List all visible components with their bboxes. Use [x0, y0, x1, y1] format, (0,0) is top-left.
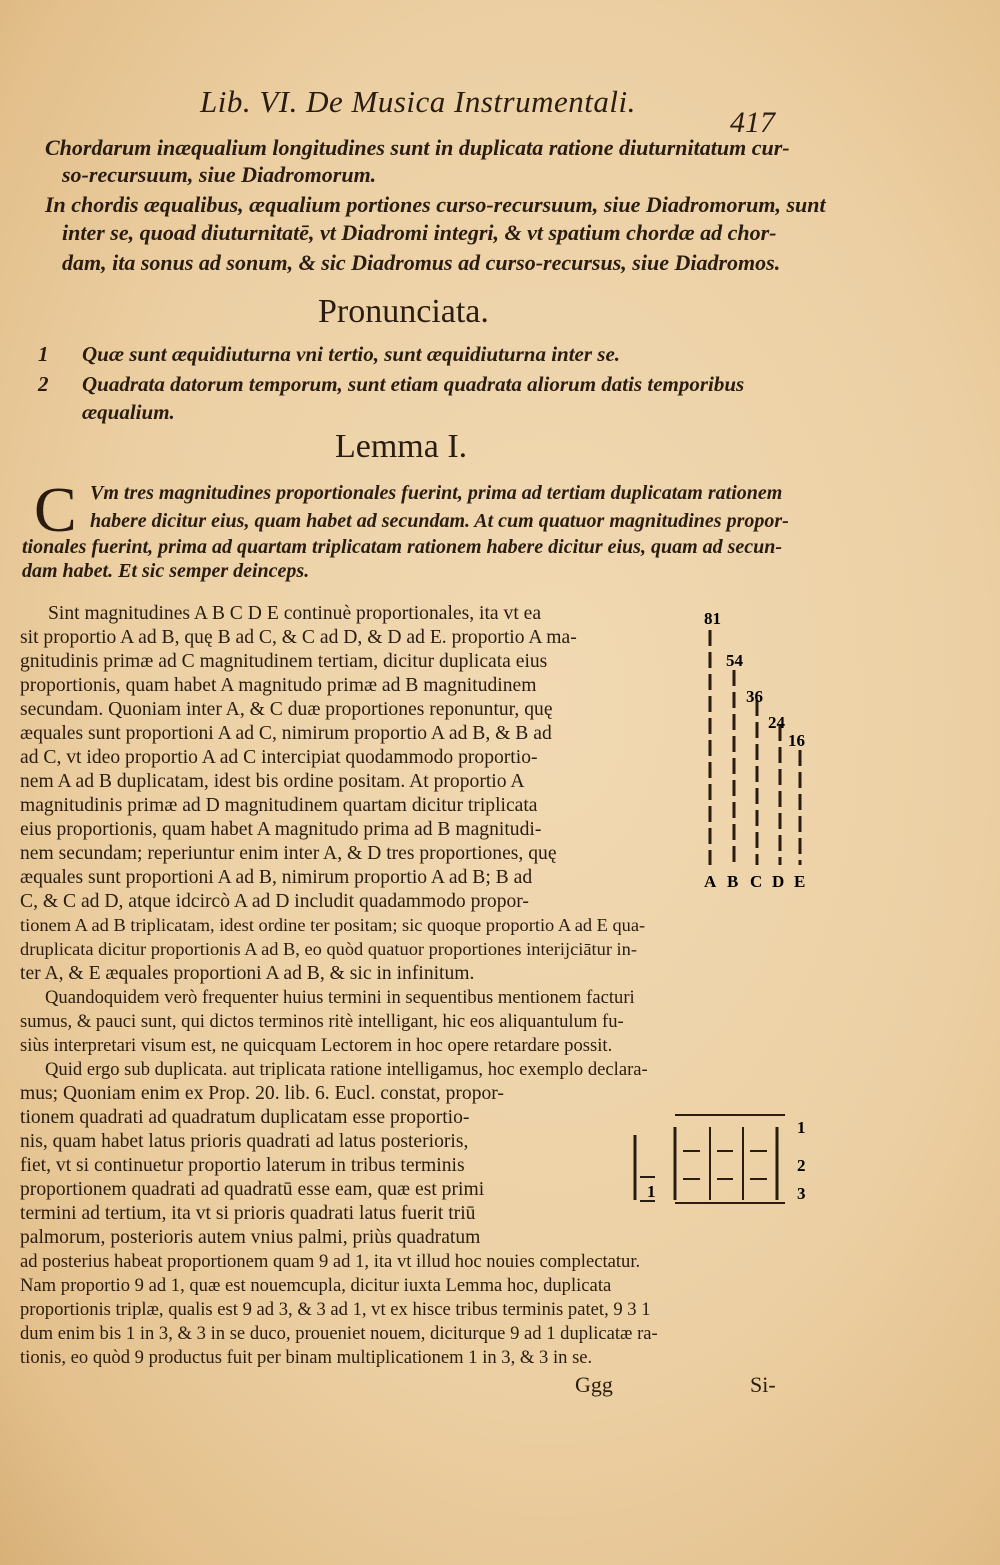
pronunciatum-number: 2: [38, 372, 49, 396]
body-line: Quid ergo sub duplicata. aut triplicata ratione intelligamus, hoc exemplo declara-: [45, 1059, 648, 1080]
letter-d: D: [772, 872, 785, 891]
body-line: mus; Quoniam enim ex Prop. 20. lib. 6. Eucl. constat, propor-: [20, 1083, 504, 1104]
pronunciatum-number: 1: [38, 342, 49, 366]
body-line: ter A, & E æquales proportioni A ad B, & sic in infinitum.: [20, 963, 475, 984]
body-line: siùs interpretari visum est, ne quicquam Lectorem in hoc opere retardare possit.: [20, 1035, 613, 1056]
definition-line: inter se, quoad diuturnitatē, vt Diadromi integri, & vt spatium chordæ ad chor-: [62, 220, 777, 245]
body-line: proportionis, quam habet A magnitudo primæ ad B magnitudinem: [20, 675, 537, 696]
body-line: tionem A ad B triplicatam, idest ordine ter positam; sic quoque proportio A ad E qua-: [20, 915, 646, 935]
body-line: nem A ad B duplicatam, idest bis ordine positam. At proportio A: [20, 771, 525, 792]
right-label-3: 3: [797, 1184, 806, 1203]
letter-c: C: [750, 872, 763, 891]
definition-line: Chordarum inæqualium longitudines sunt in duplicata ratione diuturnitatum cur-: [45, 135, 790, 160]
body-line: magnitudinis primæ ad D magnitudinem quartam dicitur triplicata: [20, 795, 538, 816]
pronunciatum-text: Quæ sunt æquidiuturna vni tertio, sunt æquidiuturna inter se.: [82, 342, 621, 366]
lemma-statement-line: tionales fuerint, prima ad quartam triplicatam rationem habere dicitur eius, quam ad secun-: [22, 536, 783, 558]
body-line: druplicata dicitur proportionis A ad B, eo quòd quatuor proportiones interijciātur in-: [20, 939, 637, 959]
body-line: sit proportio A ad B, quę B ad C, & C ad D, & D ad E. proportio A ma-: [20, 627, 577, 648]
lemma-title: Lemma I.: [335, 428, 468, 465]
body-line: Nam proportio 9 ad 1, quæ est nouemcupla, dicitur iuxta Lemma hoc, duplicata: [20, 1275, 612, 1296]
definition-line: In chordis æqualibus, æqualium portiones curso-recursuum, siue Diadromorum, sunt: [45, 192, 826, 217]
proportion-lines-figure: [690, 600, 820, 900]
value-label-c: 36: [746, 687, 763, 706]
right-label-1: 1: [797, 1118, 806, 1137]
section-heading-pronunciata: Pronunciata.: [318, 293, 489, 330]
body-line: termini ad tertium, ita vt si prioris quadrati latus fuerit triū: [20, 1203, 476, 1224]
body-line: fiet, vt si continuetur proportio laterum in tribus terminis: [20, 1155, 465, 1176]
small-square-label: 1: [647, 1182, 656, 1201]
right-label-2: 2: [797, 1156, 806, 1175]
body-line: ad C, vt ideo proportio A ad C intercipiat quodammodo proportio-: [20, 747, 538, 768]
squares-figure: [625, 1105, 825, 1215]
body-line: dum enim bis 1 in 3, & 3 in se duco, proueniet nouem, diciturque 9 ad 1 duplicatæ ra-: [20, 1323, 658, 1344]
body-line: æquales sunt proportioni A ad C, nimirum proportio A ad B, & B ad: [20, 723, 552, 744]
body-line: tionem quadrati ad quadratum duplicatam esse proportio-: [20, 1107, 470, 1128]
body-line: Sint magnitudines A B C D E continuè proportionales, ita vt ea: [48, 603, 542, 624]
catchword: Si-: [750, 1372, 776, 1397]
value-label-d: 24: [768, 713, 785, 732]
body-line: eius proportionis, quam habet A magnitudo prima ad B magnitudi-: [20, 819, 542, 840]
body-line: Quandoquidem verò frequenter huius termini in sequentibus mentionem facturi: [45, 987, 635, 1008]
pronunciatum-text: Quadrata datorum temporum, sunt etiam quadrata aliorum datis temporibus: [82, 372, 745, 396]
value-label-e: 16: [788, 731, 805, 750]
page-number: 417: [730, 106, 775, 139]
body-line: ad posterius habeat proportionem quam 9 ad 1, ita vt illud hoc nouies complectatur.: [20, 1251, 641, 1272]
lemma-statement-line: Vm tres magnitudines proportionales fuerint, prima ad tertiam duplicatam rationem: [90, 482, 783, 504]
body-line: proportionem quadrati ad quadratū esse eam, quæ est primi: [20, 1179, 485, 1200]
definition-line: so-recursuum, siue Diadromorum.: [62, 162, 377, 187]
value-label-a: 81: [704, 609, 721, 628]
body-line: palmorum, posterioris autem vnius palmi, priùs quadratum: [20, 1227, 481, 1248]
letter-e: E: [794, 872, 806, 891]
drop-cap: C: [34, 474, 77, 545]
body-line: gnitudinis primæ ad C magnitudinem tertiam, dicitur duplicata eius: [20, 651, 548, 672]
pronunciatum-text: æqualium.: [82, 400, 175, 424]
signature-mark: Ggg: [575, 1372, 613, 1397]
body-line: nem secundam; reperiuntur enim inter A, & D tres proportiones, quę: [20, 843, 557, 864]
body-line: tionis, eo quòd 9 productus fuit per binam multiplicationem 1 in 3, & 3 in se.: [20, 1347, 593, 1368]
body-line: proportionis triplæ, qualis est 9 ad 3, & 3 ad 1, vt ex hisce tribus terminis patet, 9 3 1: [20, 1299, 651, 1320]
value-label-b: 54: [726, 651, 743, 670]
lemma-statement-line: habere dicitur eius, quam habet ad secundam. At cum quatuor magnitudines propor-: [90, 510, 789, 532]
running-title: Lib. VI. De Musica Instrumentali.: [200, 84, 636, 119]
body-line: nis, quam habet latus prioris quadrati ad latus posterioris,: [20, 1131, 469, 1152]
lemma-statement-line: dam habet. Et sic semper deinceps.: [22, 560, 310, 582]
body-line: æquales sunt proportioni A ad B, nimirum proportio A ad B; B ad: [20, 867, 533, 888]
body-line: C, & C ad D, atque idcircò A ad D includit quadammodo propor-: [20, 891, 529, 912]
body-line: sumus, & pauci sunt, qui dictos terminos ritè intelligant, hic eos aliquantulum fu-: [20, 1011, 624, 1032]
letter-b: B: [727, 872, 739, 891]
body-line: secundam. Quoniam inter A, & C duæ proportiones reponuntur, quę: [20, 699, 553, 720]
letter-a: A: [704, 872, 717, 891]
definition-line: dam, ita sonus ad sonum, & sic Diadromus ad curso-recursus, siue Diadromos.: [62, 250, 781, 275]
